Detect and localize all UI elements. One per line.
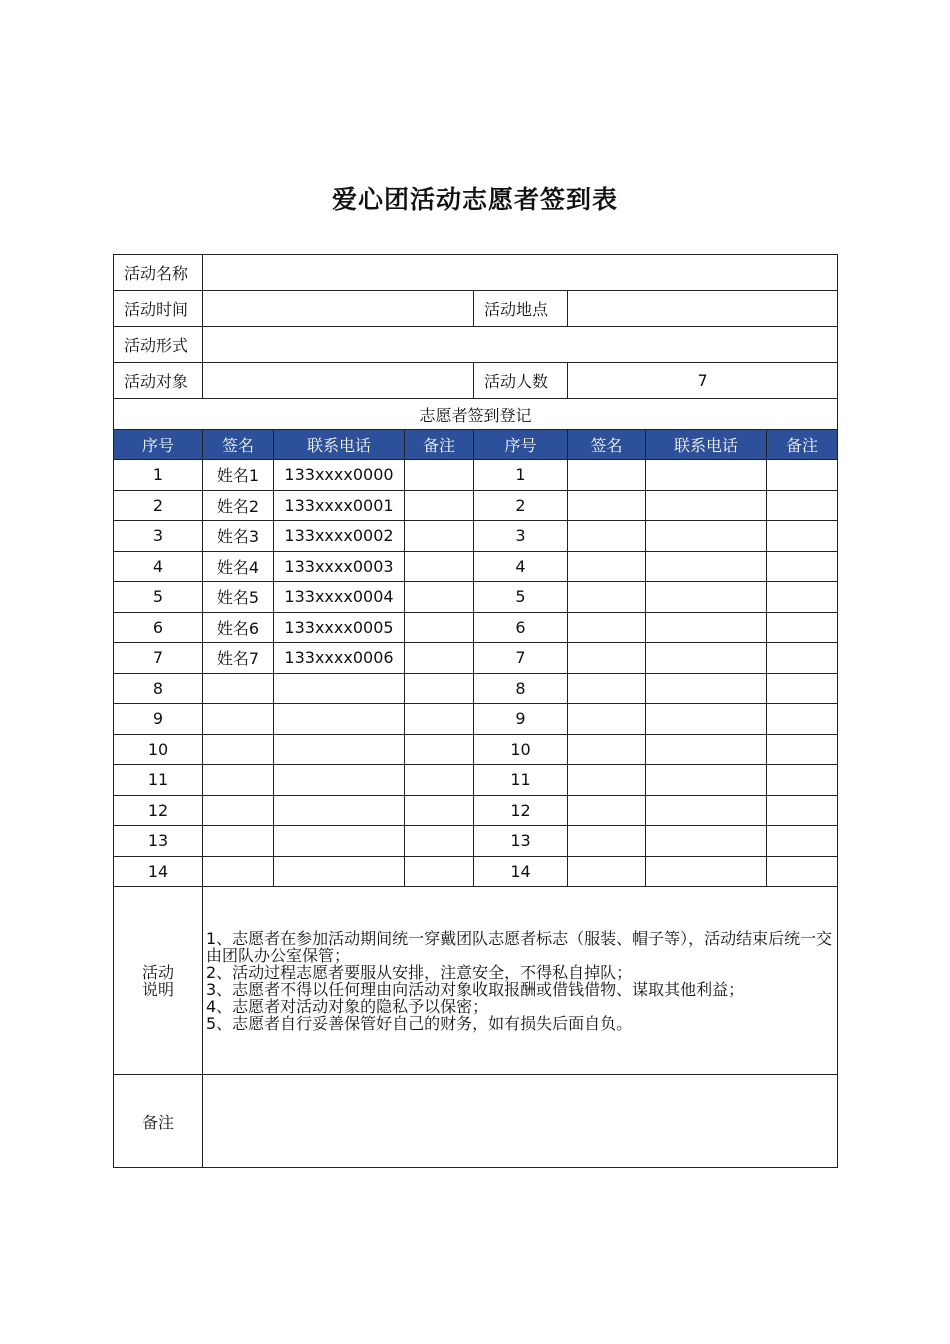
- activity-name-field[interactable]: [203, 255, 838, 291]
- row-number-left: 9: [114, 704, 203, 735]
- row-number-right: 13: [474, 826, 568, 857]
- row-number-left: 2: [114, 490, 203, 521]
- column-header: 联系电话: [646, 430, 767, 460]
- table-row: [114, 490, 838, 521]
- table-row: [114, 521, 838, 552]
- note-cell-left[interactable]: [405, 612, 474, 643]
- column-header: 备注: [767, 430, 838, 460]
- notes-label-line: 活动: [141, 962, 174, 982]
- note-cell-left[interactable]: [405, 734, 474, 765]
- signature-cell-left[interactable]: 姓名2: [203, 490, 274, 521]
- note-cell-left[interactable]: [405, 521, 474, 552]
- signature-cell-left[interactable]: [203, 765, 274, 796]
- notes-content: [203, 887, 838, 1075]
- phone-cell-left[interactable]: 133xxxx0006: [274, 643, 405, 674]
- phone-cell-right[interactable]: [646, 643, 767, 674]
- signature-cell-left[interactable]: [203, 734, 274, 765]
- activity-form-field[interactable]: [203, 327, 838, 363]
- activity-location-field[interactable]: [568, 291, 838, 327]
- row-number-left: 3: [114, 521, 203, 552]
- note-cell-right[interactable]: [767, 795, 838, 826]
- column-header: 备注: [405, 430, 474, 460]
- signature-cell-right[interactable]: [568, 521, 646, 552]
- phone-cell-left[interactable]: [274, 795, 405, 826]
- note-cell-right[interactable]: [767, 460, 838, 491]
- activity-time-field[interactable]: [203, 291, 474, 327]
- remarks-field[interactable]: [203, 1075, 838, 1168]
- row-number-left: 1: [114, 460, 203, 491]
- signature-cell-right[interactable]: [568, 673, 646, 704]
- signature-cell-left[interactable]: [203, 795, 274, 826]
- row-number-right: 11: [474, 765, 568, 796]
- table-row: [114, 673, 838, 704]
- row-number-right: 2: [474, 490, 568, 521]
- signature-cell-right[interactable]: [568, 765, 646, 796]
- row-number-right: 4: [474, 551, 568, 582]
- row-number-left: 5: [114, 582, 203, 613]
- note-cell-right[interactable]: [767, 856, 838, 887]
- section-title: 志愿者签到登记: [114, 399, 838, 430]
- note-cell-left[interactable]: [405, 826, 474, 857]
- signature-cell-left[interactable]: 姓名3: [203, 521, 274, 552]
- row-number-left: 8: [114, 673, 203, 704]
- row-number-right: 9: [474, 704, 568, 735]
- phone-cell-left[interactable]: 133xxxx0004: [274, 582, 405, 613]
- note-cell-right[interactable]: [767, 734, 838, 765]
- table-row: [114, 765, 838, 796]
- row-number-left: 10: [114, 734, 203, 765]
- phone-cell-left[interactable]: [274, 734, 405, 765]
- table-row: [114, 856, 838, 887]
- row-number-right: 8: [474, 673, 568, 704]
- activity-name-label: 活动名称: [114, 255, 203, 291]
- remarks-label: 备注: [114, 1075, 203, 1168]
- phone-cell-left[interactable]: [274, 826, 405, 857]
- note-cell-right[interactable]: [767, 826, 838, 857]
- signature-cell-left[interactable]: [203, 856, 274, 887]
- table-row: [114, 643, 838, 674]
- signature-cell-right[interactable]: [568, 490, 646, 521]
- column-header: 签名: [203, 430, 274, 460]
- note-cell-left[interactable]: [405, 856, 474, 887]
- phone-cell-right[interactable]: [646, 856, 767, 887]
- note-cell-right[interactable]: [767, 673, 838, 704]
- phone-cell-left[interactable]: [274, 765, 405, 796]
- row-number-left: 7: [114, 643, 203, 674]
- phone-cell-left[interactable]: 133xxxx0000: [274, 460, 405, 491]
- phone-cell-right[interactable]: [646, 826, 767, 857]
- signature-cell-left[interactable]: 姓名5: [203, 582, 274, 613]
- table-row: [114, 551, 838, 582]
- table-row: [114, 460, 838, 491]
- note-cell-right[interactable]: [767, 704, 838, 735]
- signature-cell-right[interactable]: [568, 856, 646, 887]
- signature-cell-left[interactable]: [203, 673, 274, 704]
- table-row: [114, 826, 838, 857]
- note-cell-right[interactable]: [767, 765, 838, 796]
- signature-cell-left[interactable]: [203, 826, 274, 857]
- activity-location-label: 活动地点: [474, 291, 568, 327]
- note-item: 3、志愿者不得以任何理由向活动对象收取报酬或借钱借物、谋取其他利益；: [206, 979, 745, 999]
- signature-cell-right[interactable]: [568, 460, 646, 491]
- signature-cell-left[interactable]: 姓名1: [203, 460, 274, 491]
- table-row: [114, 612, 838, 643]
- phone-cell-right[interactable]: [646, 734, 767, 765]
- signature-cell-left[interactable]: 姓名7: [203, 643, 274, 674]
- column-header-row: [114, 430, 838, 460]
- note-cell-left[interactable]: [405, 673, 474, 704]
- note-cell-left[interactable]: [405, 460, 474, 491]
- phone-cell-left[interactable]: 133xxxx0003: [274, 551, 405, 582]
- phone-cell-left[interactable]: 133xxxx0001: [274, 490, 405, 521]
- note-cell-right[interactable]: [767, 612, 838, 643]
- column-header: 联系电话: [274, 430, 405, 460]
- phone-cell-right[interactable]: [646, 582, 767, 613]
- signature-cell-right[interactable]: [568, 795, 646, 826]
- activity-count-label: 活动人数: [474, 363, 568, 399]
- row-number-right: 5: [474, 582, 568, 613]
- note-cell-right[interactable]: [767, 490, 838, 521]
- note-cell-left[interactable]: [405, 582, 474, 613]
- note-item: 5、志愿者自行妥善保管好自己的财务，如有损失后面自负。: [206, 1013, 633, 1033]
- note-item: 1、志愿者在参加活动期间统一穿戴团队志愿者标志（服装、帽子等），活动结束后统一交由团队办公室保管；: [206, 928, 833, 965]
- column-header: 序号: [114, 430, 203, 460]
- note-cell-left[interactable]: [405, 765, 474, 796]
- row-number-right: 6: [474, 612, 568, 643]
- phone-cell-left[interactable]: [274, 704, 405, 735]
- page-title: 爱心团活动志愿者签到表: [331, 185, 618, 214]
- row-number-right: 3: [474, 521, 568, 552]
- note-cell-left[interactable]: [405, 704, 474, 735]
- signature-cell-left[interactable]: 姓名6: [203, 612, 274, 643]
- row-number-right: 14: [474, 856, 568, 887]
- row-number-right: 1: [474, 460, 568, 491]
- signature-cell-right[interactable]: [568, 704, 646, 735]
- row-number-right: 7: [474, 643, 568, 674]
- signin-sheet: [113, 254, 838, 1168]
- notes-label: [114, 887, 203, 1075]
- note-cell-left[interactable]: [405, 490, 474, 521]
- phone-cell-right[interactable]: [646, 521, 767, 552]
- row-number-left: 14: [114, 856, 203, 887]
- signature-cell-right[interactable]: [568, 582, 646, 613]
- note-cell-right[interactable]: [767, 521, 838, 552]
- activity-time-label: 活动时间: [114, 291, 203, 327]
- activity-count-field[interactable]: 7: [568, 363, 838, 399]
- signature-cell-left[interactable]: [203, 704, 274, 735]
- signature-cell-left[interactable]: 姓名4: [203, 551, 274, 582]
- signature-cell-right[interactable]: [568, 826, 646, 857]
- phone-cell-left[interactable]: [274, 856, 405, 887]
- note-cell-right[interactable]: [767, 643, 838, 674]
- activity-target-label: 活动对象: [114, 363, 203, 399]
- column-header: 签名: [568, 430, 646, 460]
- row-number-left: 12: [114, 795, 203, 826]
- row-number-left: 11: [114, 765, 203, 796]
- note-cell-right[interactable]: [767, 582, 838, 613]
- signature-cell-right[interactable]: [568, 551, 646, 582]
- activity-target-field[interactable]: [203, 363, 474, 399]
- phone-cell-left[interactable]: [274, 673, 405, 704]
- signature-cell-right[interactable]: [568, 612, 646, 643]
- note-item: 4、志愿者对活动对象的隐私予以保密；: [206, 996, 489, 1016]
- note-cell-right[interactable]: [767, 551, 838, 582]
- note-cell-left[interactable]: [405, 795, 474, 826]
- phone-cell-right[interactable]: [646, 490, 767, 521]
- row-number-left: 4: [114, 551, 203, 582]
- note-item: 2、活动过程志愿者要服从安排，注意安全，不得私自掉队；: [206, 962, 633, 982]
- phone-cell-right[interactable]: [646, 612, 767, 643]
- phone-cell-left[interactable]: 133xxxx0005: [274, 612, 405, 643]
- table-row: [114, 795, 838, 826]
- table-row: [114, 704, 838, 735]
- phone-cell-right[interactable]: [646, 704, 767, 735]
- row-number-right: 12: [474, 795, 568, 826]
- phone-cell-right[interactable]: [646, 673, 767, 704]
- row-number-left: 6: [114, 612, 203, 643]
- notes-label-line: 说明: [141, 979, 174, 999]
- phone-cell-right[interactable]: [646, 765, 767, 796]
- table-row: [114, 582, 838, 613]
- row-number-left: 13: [114, 826, 203, 857]
- column-header: 序号: [474, 430, 568, 460]
- note-cell-left[interactable]: [405, 551, 474, 582]
- table-row: [114, 734, 838, 765]
- phone-cell-right[interactable]: [646, 551, 767, 582]
- row-number-right: 10: [474, 734, 568, 765]
- phone-cell-right[interactable]: [646, 795, 767, 826]
- activity-form-label: 活动形式: [114, 327, 203, 363]
- signature-cell-right[interactable]: [568, 734, 646, 765]
- phone-cell-left[interactable]: 133xxxx0002: [274, 521, 405, 552]
- note-cell-left[interactable]: [405, 643, 474, 674]
- phone-cell-right[interactable]: [646, 460, 767, 491]
- signature-cell-right[interactable]: [568, 643, 646, 674]
